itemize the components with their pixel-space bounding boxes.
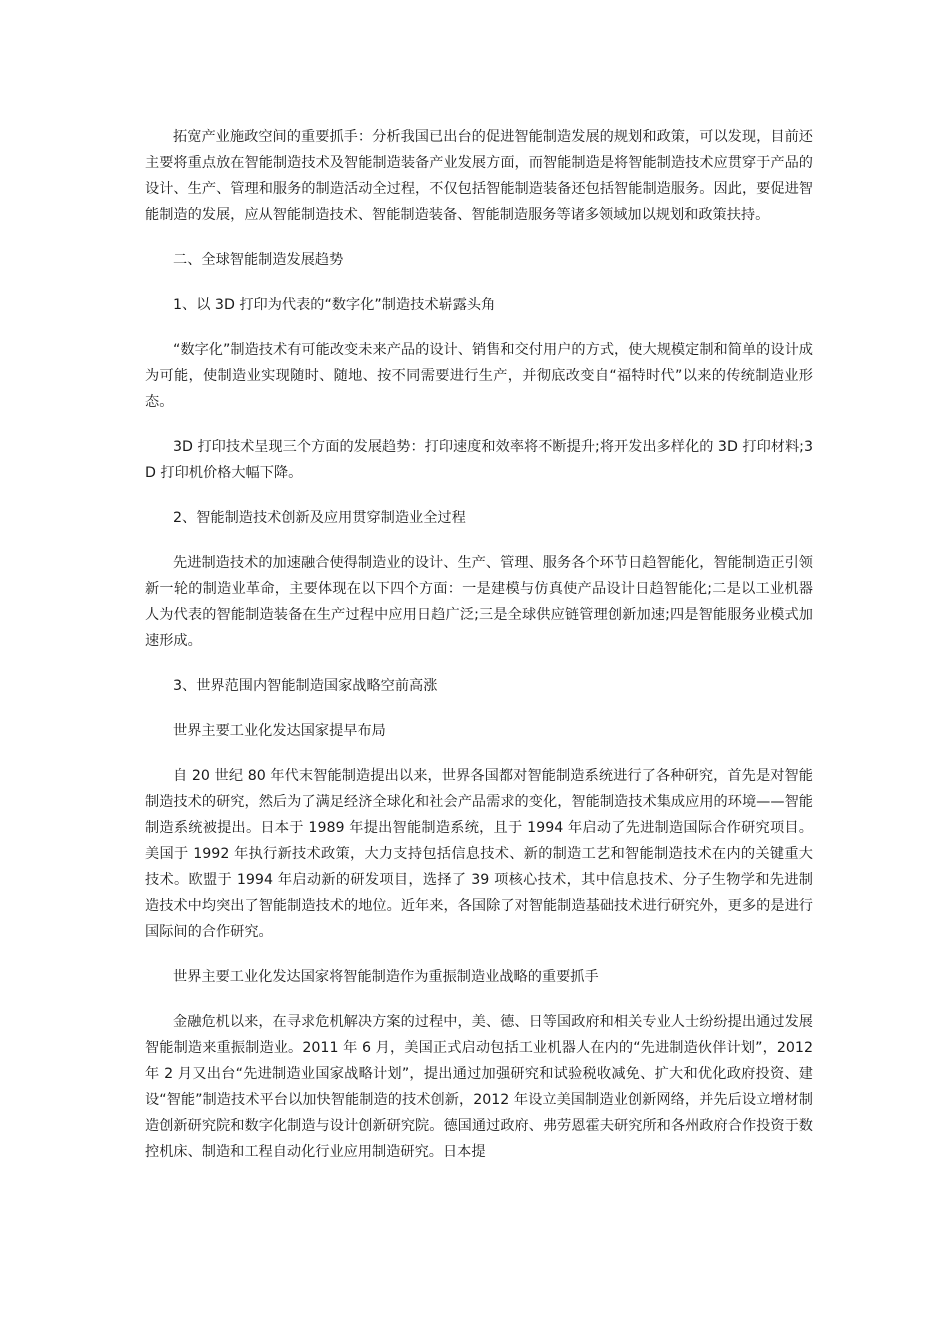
document-body bbox=[145, 124, 813, 1184]
paragraph-advanced-manufacturing: 先进制造技术的加速融合使得制造业的设计、生产、管理、服务各个环节日趋智能化，智能制造正引领新一轮的制造业革命，主要体现在以下四个方面：一是建模与仿真使产品设计日趋智能化;二是以工业机器人为代表的智能制造装备在生产过程中应用日趋广泛;三是全球供应链管理创新加速;四是智能服务业模式加速形成。 bbox=[145, 555, 813, 649]
paragraph-history: 自 20 世纪 80 年代末智能制造提出以来，世界各国都对智能制造系统进行了各种研究，首先是对智能制造技术的研究，然后为了满足经济全球化和社会产品需求的变化，智能制造技术集成应用的环境——智能制造系统被提出。日本于 1989 年提出智能制造系统，且于 1994 年启动了先进制造国际合作研究项目。美国于 1992 年执行新技术政策，大力支持包括信息技术、新的制造工艺和智能制造技术在内的关键重大技术。欧盟于 1994 年启动新的研发项目，选择了 39 项核心技术，其中信息技术、分子生物学和先进制造技术中均突出了智能制造技术的地位。近年来，各国除了对智能制造基础技术进行研究外，更多的是进行国际间的合作研究。 bbox=[145, 768, 813, 940]
subheading-tech-innovation: 2、智能制造技术创新及应用贯穿制造业全过程 bbox=[173, 510, 466, 526]
subheading-revitalization: 世界主要工业化发达国家将智能制造作为重振制造业战略的重要抓手 bbox=[173, 969, 599, 985]
section-heading-global-trends: 二、全球智能制造发展趋势 bbox=[173, 252, 344, 268]
paragraph-financial-crisis: 金融危机以来，在寻求危机解决方案的过程中，美、德、日等国政府和相关专业人士纷纷提出通过发展智能制造来重振制造业。2011 年 6 月，美国正式启动包括工业机器人在内的“先进制造伙伴计划”，2012 年 2 月又出台“先进制造业国家战略计划”，提出通过加强研究和试验税收减免、扩大和优化政府投资、建设“智能”制造技术平台以加快智能制造的技术创新，2012 年设立美国制造业创新网络，并先后设立增材制造创新研究院和数字化制造与设计创新研究院。德国通过政府、弗劳恩霍夫研究所和各州政府合作投资于数控机床、制造和工程自动化行业应用制造研究。日本提 bbox=[145, 1014, 813, 1160]
paragraph-policy-scope: 拓宽产业施政空间的重要抓手：分析我国已出台的促进智能制造发展的规划和政策，可以发现，目前还主要将重点放在智能制造技术及智能制造装备产业发展方面，而智能制造是将智能制造技术应贯穿于产品的设计、生产、管理和服务的制造活动全过程，不仅包括智能制造装备还包括智能制造服务。因此，要促进智能制造的发展，应从智能制造技术、智能制造装备、智能制造服务等诸多领域加以规划和政策扶持。 bbox=[145, 129, 813, 223]
subheading-3d-printing: 1、以 3D 打印为代表的“数字化”制造技术崭露头角 bbox=[173, 297, 496, 313]
subheading-early-layout: 世界主要工业化发达国家提早布局 bbox=[173, 723, 386, 739]
subheading-national-strategy: 3、世界范围内智能制造国家战略空前高涨 bbox=[173, 678, 438, 694]
paragraph-digital-manufacturing: “数字化”制造技术有可能改变未来产品的设计、销售和交付用户的方式，使大规模定制和简单的设计成为可能，使制造业实现随时、随地、按不同需要进行生产，并彻底改变自“福特时代”以来的传统制造业形态。 bbox=[145, 342, 813, 410]
paragraph-3d-printing-trends: 3D 打印技术呈现三个方面的发展趋势：打印速度和效率将不断提升;将开发出多样化的 3D 打印材料;3D 打印机价格大幅下降。 bbox=[145, 439, 813, 481]
